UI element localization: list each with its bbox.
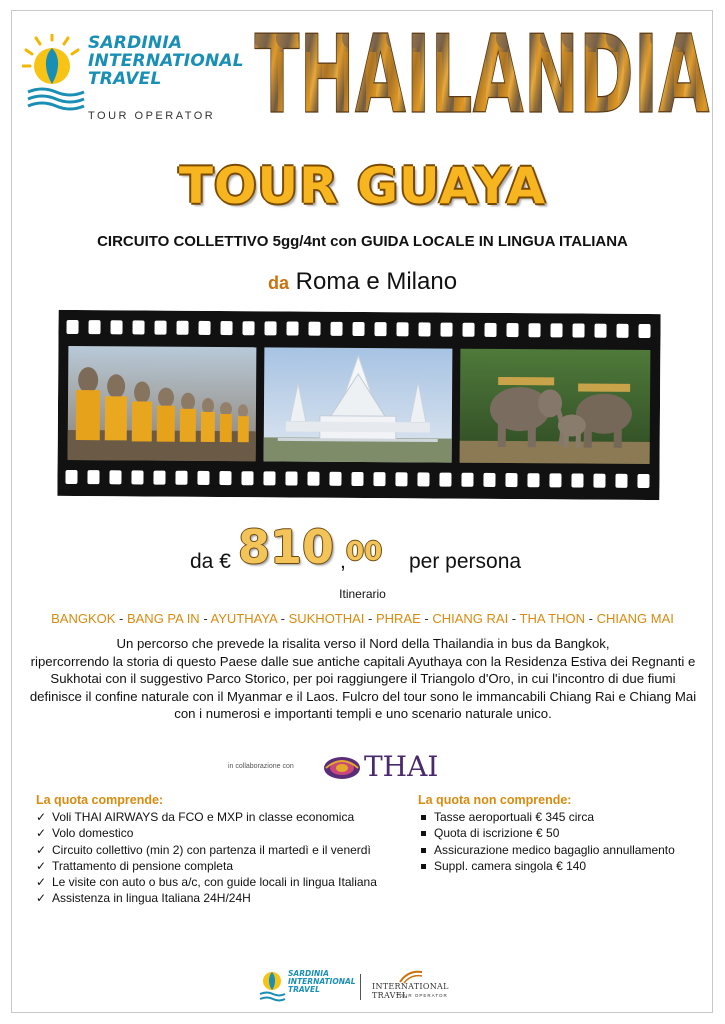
film-hole [373,472,385,486]
footer-logo-line-3: TRAVEL [288,985,320,994]
photo-buddha-statues [68,346,257,461]
list-item: ✓ Assistenza in lingua Italiana 24H/24H [36,890,416,906]
film-hole [241,471,253,485]
footer-logo-line-1: SARDINIA [288,969,329,978]
thai-orchid-icon [322,748,362,788]
included-section [36,792,416,906]
description-line: Un percorso che prevede la risalita verso il Nord della Thailandia in bus da Bangkok, [116,636,610,651]
film-hole [329,472,341,486]
price-row [0,520,725,580]
sardinia-logo [22,33,244,124]
itinerary-label: Itinerario [339,587,386,601]
film-hole [571,473,583,487]
film-hole [285,471,297,485]
description-line: con i numerosi e importanti templi e uno scenario naturale unico. [174,706,552,721]
collaboration-label: in collaborazione con [228,763,294,770]
route-stop: BANG PA IN [126,611,200,626]
film-hole [242,321,254,335]
film-hole [616,324,628,338]
route-separator: - [585,611,597,626]
film-hole [109,470,121,484]
film-hole [484,323,496,337]
film-hole [263,471,275,485]
film-hole [154,321,166,335]
country-title-text: THAILANDIA [254,13,710,124]
not-included-title: La quota non comprende: [418,793,572,807]
film-hole [528,323,540,337]
film-hole [352,322,364,336]
film-hole [417,472,429,486]
included-list [36,809,416,906]
included-title: La quota comprende: [36,793,164,807]
description-line: definisce il confine naturale con il Myanmar e il Laos. Fulcro del tour sono le immancabili Chiang Rai e Chiang Mai [29,688,697,704]
footer-logo-line-2: INTERNATIONAL [288,977,356,986]
list-item: Suppl. camera singola € 140 [418,858,698,874]
film-hole [572,323,584,337]
route-stop: THA THON [519,611,586,626]
film-hole [153,471,165,485]
film-hole [527,473,539,487]
film-hole [308,322,320,336]
film-hole [66,320,78,334]
film-hole [131,470,143,484]
film-hole [198,321,210,335]
photo-filmstrip [57,310,660,500]
film-hole [439,473,451,487]
route-separator: - [508,611,520,626]
film-hole [418,322,430,336]
film-hole [175,471,187,485]
route-separator: - [199,611,211,626]
not-included-section [418,792,698,874]
route-stop: CHIANG MAI [596,611,674,626]
footer-intl-name: INTERNATIONAL TRAVEL [372,982,449,1000]
film-hole [461,473,473,487]
film-hole [87,470,99,484]
film-hole [549,473,561,487]
film-hole [219,471,231,485]
list-item: Assicurazione medico bagaglio annullamento [418,842,698,858]
film-hole [396,322,408,336]
route-stop: AYUTHAYA [210,611,278,626]
route-stop: PHRAE [375,611,421,626]
description-line: ripercorrendo la storia di questo Paese dalle sue antiche capitali Ayuthaya con la Residenza Estiva dei Regnanti e [30,653,696,669]
logo-subtitle: TOUR OPERATOR [88,110,216,122]
tour-description [28,635,698,723]
departure-cities: Roma e Milano [295,268,458,295]
film-hole [395,472,407,486]
route-stop: BANGKOK [51,611,116,626]
film-hole [110,320,122,334]
film-hole [307,472,319,486]
film-hole [594,324,606,338]
not-included-list [418,809,698,874]
film-hole [286,321,298,335]
film-hole [637,474,649,488]
list-item: Quota di iscrizione € 50 [418,825,698,841]
film-hole [330,322,342,336]
film-hole [506,323,518,337]
film-hole [65,470,77,484]
film-hole [440,323,452,337]
list-item: ✓ Circuito collettivo (min 2) con partenza il martedì e il venerdì [36,842,416,858]
price-integer: 810 [238,520,335,574]
price-prefix: da € [190,550,231,573]
logo-line-1: SARDINIA [88,33,183,53]
description-line: Sukhotai con il suggestivo Parco Storico, per poi raggiungere il Triangolo d'Oro, in cui l'incontro di due fiumi [50,671,676,686]
sun-logo-icon [258,968,286,1002]
logo-line-3: TRAVEL [88,69,162,89]
footer-logos [258,966,468,1002]
film-hole [176,321,188,335]
departure-line [0,268,725,296]
film-hole [638,324,650,338]
tour-title: TOUR GUAYA [178,157,547,215]
list-item: ✓ Le visite con auto o bus a/c, con guide locali in lingua Italiana [36,874,416,890]
list-item: ✓ Trattamento di pensione completa [36,858,416,874]
film-hole [505,473,517,487]
photo-white-temple [264,347,453,462]
film-hole [88,320,100,334]
route-separator: - [364,611,376,626]
film-hole [220,321,232,335]
price-comma: , [340,550,346,573]
film-hole [483,473,495,487]
film-hole [132,320,144,334]
route-stop: SUKHOTHAI [288,611,365,626]
price-suffix: per persona [409,550,522,573]
film-hole [550,323,562,337]
footer-intl-sub: TOUR OPERATOR [396,993,448,998]
list-item: ✓ Volo domestico [36,825,416,841]
route-separator: - [277,611,289,626]
list-item: Tasse aeroportuali € 345 circa [418,809,698,825]
route-stop: CHIANG RAI [432,611,509,626]
photo-elephants [460,349,651,464]
film-hole [462,323,474,337]
route-separator: - [420,611,433,626]
film-hole [615,474,627,488]
list-item: ✓ Voli THAI AIRWAYS da FCO e MXP in classe economica [36,809,416,825]
price-decimals: 00 [346,537,383,567]
sun-logo-icon [22,34,86,112]
thai-airways-logo [322,748,442,788]
film-hole [374,322,386,336]
logo-line-2: INTERNATIONAL [88,51,244,71]
footer-divider [360,974,361,1000]
country-title [250,12,715,124]
itinerary-route [0,611,725,626]
film-hole [351,472,363,486]
tour-subtitle: CIRCUITO COLLETTIVO 5gg/4nt con GUIDA LOCALE IN LINGUA ITALIANA [97,233,628,250]
thai-logo-text: THAI [364,750,439,783]
film-hole [593,474,605,488]
departure-prefix: da [267,273,289,293]
route-separator: - [115,611,127,626]
film-hole [264,321,276,335]
film-hole [197,471,209,485]
